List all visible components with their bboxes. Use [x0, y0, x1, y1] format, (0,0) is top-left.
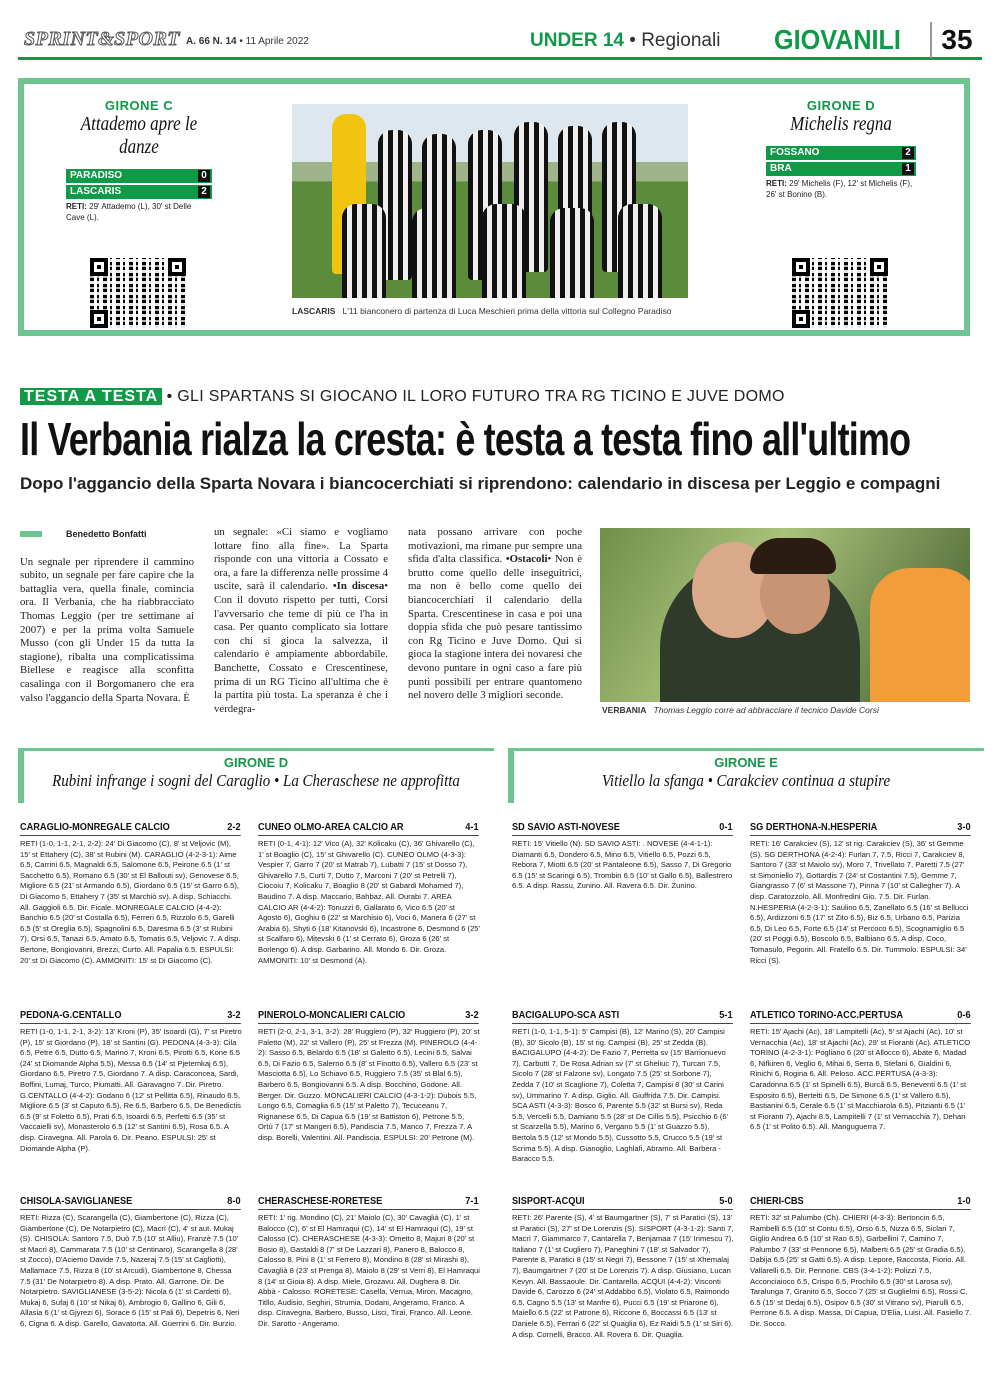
team-score: 0: [198, 170, 210, 182]
article-column-1: [20, 528, 194, 705]
match-report: [258, 1196, 480, 1386]
match-score: 5-1: [719, 1010, 733, 1021]
qr-code-left[interactable]: [90, 258, 186, 328]
match-text: RETI (2-0, 2-1, 3-1, 3-2): 28' Ruggiero (P), 32' Ruggiero (P), 20' st Paletto (M), 22' st Vallero (P), 25' st Frezza (M). PINEROLO (4-4-2): Sasso 6.5, Belardo 6.5 (18' st Galetto 6.5), Lecini 6.5, Salvai 6.5, Di Fazio 6.5, Salerno 6.5 (8' st Finotto 6.5), Vallero 6.5 (23' st Masciotta 6.5), Lo Schiavo 6.5, Ruggiero 7.5 (35' st Blal 6.5), Barbero 6.5, Bongiovanni 6.5. A disp. Bocchino, Godone. All. Berger. Dir. Guzzo. MONCALIERI CALCIO (4-3-1-2): Dubois 5.5, Longo 6.5, Comaglia 6.5 (15' st Paletto 7), Tecuceanu 7, Rignanese 6.5, Di Capua 6.5 (19' st Battiston 6), Petrone 5.5, Ortù 7 (17' st Mangeri 6.5), Pandiscia 7.5, Manco 7, Frezza 7. A disp. Borelli, Valentini. All. Pandiscia. ESPULSI: 20' Petrone (M).: [258, 1027, 480, 1142]
player-shirt: [870, 568, 970, 702]
match-report: [750, 822, 972, 998]
newspaper-logo: SPRINT&SPORT: [24, 28, 181, 50]
match-text: RETI: 26' Parente (S), 4' st Baumgartner (S), 7' st Paratici (S), 13' st Paratici (S), 27' st De Lorenzis (S). SISPORT (4-3-1-2): Santi 7, Macrì 7, Giammarco 7, Cantarella 7, Benjamaa 7 (15' Irimescu 7), Italiano 7 (1' st Cugliero 7), Paneghini 7 (18' st Salvador 7), Parente 8, Paratici 8 (15' st Negri 7), Bessone 7 (15' st Xhemalaj 7), Baumgartner 7 (20' st De Lorenzis 7). A disp. Giusiano, Lucan Kevyn. All. Bassaoule. Dir. Cantarella. ACQUI (4-4-2): Visconti Davide 6, Carozzo 6 (24' st Addabbo 6.5), Violato 6.5, Raimondo 6.5, Cagno 5.5 (13' st Manfre 6), Pucci 6.5 (19' st Priarone 6), Maiello 6.5 (22' st Patrone 6), Riccone 6, Boccassi 6.5 (13' st Daniele 6.5), Ferrari 6 (22' st Quaglia 6), Ez Raidi 5.5 (1' st Siri 6). A disp. Cornelli, Bracco. All. Rovera 6. Dir. Quaglia.: [512, 1213, 734, 1339]
player-figure: [550, 208, 594, 298]
match-text: RETI (1-0, 1-1, 2-1, 3-2): 13' Kroni (P), 35' Isoardi (G), 7' st Piretro (P), 15' st Giordano (P), 18' st Santini (G). PEDONA (4-3-3): Cila 6.5, Petre 6.5, Dutto 6.5, Marino 7, Kroni 6.5, Pirotti 6.5, Kone 6.5 (24' st Diomande Alpha 5.5), Messa 6.5 (14' st Pjetemkaj 6.5), Giordano 6.5, Piretro 7.5, Giordano 7. A disp. Caraconcea, Sardi, Boffini, Lumaj, Turco, Piumatti. All. Garavagno 7. Dir. Piretro. G.CENTALLO (4-4-2): Godano 6 (12' st Pellitta 6.5), Rinaudo 6.5, Migliore 6.5 (3' st Caputo 6.5), Re 6.5, Barbero 6.5, De Benedictis 6.5 (9' st Foletto 6.5), Prati 6.5, Isoardi 6.5, Perfetti 6.5 (35' st Vaccaielli sv), Monasterolo 6.5 (12' st Santini 6.5), Rosa 6.5. A disp. Ciravegna. All. Parola 6. Dir. Peano. ESPULSI: 25' st Diomande Alpha (P).: [20, 1027, 242, 1153]
article-photo: [600, 528, 970, 702]
match-title: CHIERI-CBS: [750, 1196, 804, 1207]
left-result: [66, 98, 212, 223]
article-byline: Benedetto Bonfatti: [20, 528, 194, 542]
match-text: RETI (0-1, 4-1): 12' Vico (A), 32' Kolicaku (C), 36' Ghivarello (C), 1' st Boaglio (C), 15' st Ghivarello (C). CUNEO OLMO (4-3-3): Vespier 7, Garro 7 (20' st Matrab 7), Lubatti 7 (15' st Dosso 7), Ghivarello 7.5, Curti 7, Dutto 7, Marconi 7 (20' st Petrelli 7), Ciocoiu 7, Kolicaku 7, Boaglio 8 (20' st Gabardi Mohamed 7), Baudino 7. A disp. Maccario, Bahbaz. All. Ourabi 7. AREA CALCIO AR (4-4-2): Tonuzzi 6, Gallarato 6, Vico 6.5 (20' st Agosto 6), Goghiu 6 (22' st Marchisio 6), Voci 6, Manera 6 (27' st Arabia 6), Shyti 6 (18' Kitanovski 6), Incastrone 6, Desmond 6 (25' st Scalfaro 6), Mitevski 6 (1' st Cerrato 6), Groza 6 (26' st Borlengo 6). A disp. Garbarino. All. Mondo 6. Dir. Groza. AMMONITI: 10' st Desmond (A).: [258, 839, 480, 965]
match-score: 8-0: [227, 1196, 241, 1207]
match-report: [512, 822, 734, 998]
team-photo: [292, 104, 688, 298]
match-title: PEDONA-G.CENTALLO: [20, 1010, 122, 1021]
column-text: • Non è brutto come quello delle inseguitrici, ma non è bello come quello dei biancocerchiati il calendario della Sparta. Crescentinese in casa e poi una doppia sfida che può pesare tantissimo con Rg Ticino e Juve Domo. Qui si gioca la stagione intera dei novaresi che devono puntare in ogni caso a fare più punti possibili per entrare quantomeno nel novero delle 3 migliori seconde.: [408, 553, 582, 702]
article-photo-caption: VERBANIA Thomas Leggio corre ad abbracciare il tecnico Davide Corsi: [602, 705, 879, 715]
article-tag: TESTA A TESTA: [20, 388, 162, 405]
match-title: SD SAVIO ASTI-NOVESE: [512, 822, 620, 833]
match-report: [750, 1010, 972, 1186]
right-team-row: [766, 162, 916, 176]
match-score: 1-0: [957, 1196, 971, 1207]
match-text: RETI: 32' st Palumbo (Ch). CHIERI (4-3-3): Bertoncin 6.5, Rambelli 6.5 (10' st Contu 6.5), Orso 6.5, Nizza 6.5, Siclari 7, Giglio Andrea 6.5 (10' st Rao 6.5), Garbellini 7, Camino 7, Palumbo 7 (33' st Pennone 6.5), Malberti 6.5 (25' st Gradia 6.5), Dabija 6.5 (25' st Gatti 6.5). A disp. Lepore, Raccosta, Fiorio. All. Vallarelli 6.5. Dir. Pennone. CBS (3-4-1-2): Polizzi 7.5, Acconciaioco 6.5, Crispo 6.5, Prochilo 6.5 (30' st Larosa sv), Taralunga 7, Granito 6.5, Socco 7 (25' st Guglielmi 6.5), Rossi C. 6.5 (15' st Dedaj 6.5), Osipov 6.5 (30' st Vitrano sv), Piarulli 6.5, Perrone 6.5. A disp. Massa, Di Capua, D'Elia, Luisi. All. Fasiello 7. Dir. Socco.: [750, 1213, 972, 1328]
match-score: 3-2: [227, 1010, 241, 1021]
match-report: [258, 1010, 480, 1186]
column-text: Un segnale per riprendere il cammino subito, un segnale per fare capire che la battaglia vera, quella finale, comincia ora. Il Verbania, che ha riabbracciato Thomas Leggio (per tre settimane ai 2007) e per la prima volta Samuele Musso (con gli Under 15 da tutta la stagione), ribalta una complicatissima Biellese e reagisce alla sconfitta casalinga con il Borgomanero che era valso l'aggancio della Sparta Novara. È: [20, 555, 194, 704]
group-girone: GIRONE E: [714, 755, 778, 770]
match-text: RETI (1-0, 1-1, 5-1): 5' Campisi (B), 12' Marino (S), 20' Campisi (B), 30' Sicolo (B), 15' st rig. Campisi (B), 25' st Zedda (B). BACIGALUPO (4-4-2): De Fazio 7, Perretta sv (15' Barrionuevo 7), Carbutti 7, De Rosa Adrian sv (7' st Gheliuc 7), Turcan 7.5, Sicolo 7 (28' st Falzone sv), Longato 7.5 (25' st Sorbone 7), Zedda 7 (10' st Scaglione 7), Coletta 7, Campisi 8 (30' st Carini sv), Ummarino 7. A disp. Giglio. All. Giuffrida 7.5. Dir. Campisi. SCA ASTI (4-3-3): Bosco 6, Parente 5.5 (32' st Bursi sv), Reda 5.5, Vercelli 5.5, Damiano 5.5 (28' st De Cillis 5.5), Psicchio 6 (6' st Scarzella 5.5), Marino 6, Vergano 5.5 (1' st Guazzo 5.5), Bertola 5.5 (12' st Mondo 5.5), Cussotto 5.5, Crucco 5.5 (19' st Scrima 5.5). A disp. Gianoglio, Laghlafi, Abramo. All. Barbera - Baracco 5.5.: [512, 1027, 729, 1164]
match-title: CARAGLIO-MONREGALE CALCIO: [20, 822, 170, 833]
article-kicker: [20, 388, 785, 406]
match-score: 3-0: [957, 822, 971, 833]
left-girone: GIRONE C: [104, 98, 174, 113]
match-report: [258, 822, 480, 998]
team-score: 2: [198, 186, 210, 198]
subhead-in-discesa: •In discesa: [332, 580, 385, 593]
match-text: RETI: Rizza (C), Scarangella (C), Giambertone (C), Rizza (C), Giambertone (C), De Notarpietro (C), Macrì (C), 4' st aut. Mukaj (S). CHISOLA: Santoro 7.5, Duò 7.5 (10' st Alliu), Franzè 7.5 (10' st Macrì 8), Cammarata 7.5 (10' st Centinaro), Scarangella 8 (28' st Zocco), D'Aciemo Davide 7.5, Nazeraj 7.5 (15' st Cagliotti), Mallamace 7.5, Rizza 8 (10' st Arcudi), Giambertone 8, Chessa 7.5 (31' De Notarpietro 8). A disp. Prato. All. Garrone. Dir. De Notarpietro. SAVIGLIANESE (3-5-2): Nicola 6 (1' st Cardetti 6), Mukaj 6, Sufaj 6 (10' st Nikaj 6), Ambrogio 6, Gallino 6, Gili 6, Allasia 6 (1' st Gjyrezi 6), Sorace 6 (15' st Pali 6), Depetris 6, Neri 6, Cigna 6. A disp. Garello, Gavatorta. All. Guerrini 6. Dir. Burzio.: [20, 1213, 240, 1328]
column-text: nata possano arrivare con poche motivazioni, ma rimane pur sempre una sfida d'alta classifica.: [408, 526, 582, 566]
right-title: Michelis regna: [790, 113, 892, 135]
group-title: Vitiello la sfanga • Carakciev continua a stupire: [601, 771, 891, 790]
player-figure: [342, 204, 386, 298]
left-team-row: [66, 185, 212, 199]
team-name: LASCARIS: [70, 186, 122, 197]
match-score: 7-1: [465, 1196, 479, 1207]
player-figure: [618, 204, 662, 298]
left-title: Attademo apre le danze: [80, 113, 198, 158]
right-team-row: [766, 146, 916, 160]
match-score: 0-6: [957, 1010, 971, 1021]
match-title: ATLETICO TORINO-ACC.PERTUSA: [750, 1010, 903, 1021]
match-score: 2-2: [227, 822, 241, 833]
match-score: 4-1: [465, 822, 479, 833]
page-header: [18, 22, 982, 60]
photo-caption: LASCARIS L'11 bianconero di partenza di Luca Meschieri prima della vittoria sul Collegno Paradiso: [292, 306, 672, 316]
match-report: [20, 1010, 242, 1186]
match-text: RETI (1-0, 1-1, 2-1, 2-2): 24' Di Giacomo (C), 8' st Veljovic (M), 15' st Ettahery (C), 38' st Rubini (M). CARAGLIO (4-2-3-1): Aime 6.5, Carrini 6.5, Magnaldi 6.5, Salomone 6.5, Peirone 6.5 (1' st Sacchetto 6.5), Romano 6.5 (30' st El Ballouti sv), Genovese 6.5, Migliore 6.5 (21' st Armando 6.5), Giordano 6.5 (15' st Garro 6.5), Di Giacomo 5, Ettahery 7 (35' st Marchiò sv). A disp. Schiacchi. All. Gaggioli 6.5. Dir. Ficale. MONREGALE CALCIO (4-4-2): Banchio 6.5 (20' st Costalla 6.5), Ferreri 6.5, Rizzolo 6.5, Garelli 6.5 (5' st Oreglia 6.5), Spagnolini 6.5, Daresma 6.5 (3' st Rubini 7), Orsi 6.5, Tanazi 6.5, Amato 6.5, Tomatis 6.5, Veljovic 7. A disp. Bertone, Bongiovanni, Brezzi, Curto. All. Papalia 6.5. ESPULSI: 20' st Di Giacomo (C). AMMONITI: 15' st Di Giacomo (C).: [20, 839, 241, 965]
issue-date: • 11 Aprile 2022: [239, 36, 309, 47]
qr-code-right[interactable]: [792, 258, 888, 328]
match-text: RETI: 15' Vitiello (N). SD SAVIO ASTI: . NOVESE (4-4-1-1): Diamanti 6.5, Dondero 6.5, Mino 6.5, Vitiello 6.5, Pozzi 6.5, Rebora 7, Miotti 6.5 (20' st Pantaleone 6.5), Sasso 7, Di Gregorio 6.5 (15' st Scaringi 6.5), Trombin 6.5 (10' st Gallo 6.5), Ballestrero 6.5. A disp. Rassu, Zunino. All. Ravera 6.5. Dir. Zunino.: [512, 839, 733, 891]
player-figure: [412, 208, 456, 298]
subsection-name: • Regionali: [629, 30, 721, 51]
left-team-row: [66, 169, 212, 183]
issue-info: [186, 36, 309, 47]
match-title: CHISOLA-SAVIGLIANESE: [20, 1196, 133, 1207]
page-number: 35: [930, 22, 982, 58]
column-text: un segnale: «Ci siamo e vogliamo lottare fino alla fine». La Sparta risponde con una vittoria a Cossato e ora, a fare la differenza nelle prossime 4 uscite, sarà il calendario.: [214, 526, 388, 593]
match-title: CUNEO OLMO-AREA CALCIO AR: [258, 822, 404, 833]
subhead-ostacoli: •Ostacoli: [505, 553, 548, 566]
team-score: 2: [902, 147, 914, 159]
player-figure: [482, 204, 526, 298]
match-score: 5-0: [719, 1196, 733, 1207]
article-deck: Dopo l'aggancio della Sparta Novara i biancocerchiati si riprendono: calendario in discesa per Leggio e compagni: [20, 474, 941, 493]
left-scorers: RETI: 29' Attademo (L), 30' st Delle Cave (L).: [66, 202, 192, 222]
issue-number: A. 66 N. 14: [186, 36, 237, 47]
right-girone: GIRONE D: [806, 98, 876, 113]
group-header-girone-e: [508, 748, 984, 802]
match-report: [20, 822, 242, 998]
match-text: RETI: 16' Carakciev (S), 12' st rig. Carakciev (S), 36' st Gemme (S). SG DERTHONA (4-2-4): Furlan 7, 7.5, Ricci 7, Carakciev 8, Santoro 7 (33' st Maiolo sv), Moro 7, Trivellato 7, Paretti 7.5 (27' st Simoniello 7), Gottardis 7 (24' st Costantini 7.5), Gemme 7, Giangrasso 7 (6' st Massone 7), Pinna 7 (10' st Callegher 7). A disp. Caratozzolo. All. Monfredini Gio. 7.5. Dir. Furlan. N.HESPERIA (4-2-3-1): Saulino 6.5, Zanellato 6.5 (16' st Bellucci 6.5), Ardizzoni 6.5 (17' st Zito 6.5), Biz 6.5, Urbano 6.5, Parizia 6.5, Di Leo 6.5, Forte 6.5 (14' st Percoco 6.5), Scognamiglio 6.5 (20' st Poggi 6.5), Boscolo 6.5, Balbiano 6.5. A disp. Coco, Tomasulo, Pegorin. All. Fratello 6.5. Dir. Tummolo. ESPULSI: 34' Ricci (S).: [750, 839, 969, 965]
match-title: PINEROLO-MONCALIERI CALCIO: [258, 1010, 406, 1021]
team-name: PARADISO: [70, 170, 123, 181]
article-headline: Il Verbania rialza la cresta: è testa a testa fino all'ultimo: [20, 413, 911, 465]
section-title: [530, 30, 720, 52]
match-report: [512, 1010, 734, 1186]
team-name: BRA: [770, 163, 792, 174]
caption-label: VERBANIA: [602, 705, 647, 715]
player-hair: [750, 538, 836, 574]
match-title: BACIGALUPO-SCA ASTI: [512, 1010, 620, 1021]
group-girone: GIRONE D: [223, 755, 289, 770]
team-score: 1: [902, 163, 914, 175]
match-title: CHERASCHESE-RORETESE: [258, 1196, 383, 1207]
caption-label: LASCARIS: [292, 306, 336, 316]
match-report: [512, 1196, 734, 1386]
team-name: FOSSANO: [770, 147, 820, 158]
kicker-text: • GLI SPARTANS SI GIOCANO IL LORO FUTURO TRA RG TICINO E JUVE DOMO: [166, 388, 785, 405]
article-column-3: [408, 526, 582, 703]
match-report: [20, 1196, 242, 1386]
group-title: Rubini infrange i sogni del Caraglio • La Cheraschese ne approfitta: [52, 771, 460, 790]
match-text: RETI: 1' rig. Mondino (C), 21' Maiolo (C), 30' Cavaglià (C), 1' st Balocco (C), 6' st El Hamraqui (C), 14' st El Hamraqui (C), 19' st Calosso (C). CHERASCHESE (4-3-3): Ometto 8, Majuri 8 (20' st Bosio 8), Gastaldi 8 (7' st De Lazzari 8), Panero 8, Balocco 8, Calosso 8, Pini 8 (1' st Ferrero 8), Mondino 8 (28' st Mirashi 8), Cavaglià 8 (23' st Prenga 8), Maiolo 8 (29' st Verri 8), El Hamraqui 8 (14' st Gioia 8). A disp. Miele, Grozavu. All. Dughera 8. Dir. Abbà - Calosso. RORETESE: Casella, Verrua, Miron, Macagno, Titllo, Audisio, Seghiri, Strumia, Dodani, Angeramo, Franco. A disp. Ciravegna, Barbero, Busso, Lisci, Tirai, Franco. All. Leone. Dir. Sarotto - Angeramo.: [258, 1213, 480, 1328]
category-title: GIOVANILI: [774, 24, 901, 55]
section-name: UNDER 14: [530, 30, 624, 51]
column-text: • Con il dovuto rispetto per tutti, Corsi l'avversario che teme di più ce l'ha in casa. Per quanto complicato sia lottare con chi si gioca la salvezza, il calendario è ampiamente abbordabile. Banchette, Cossato e Crescentinese, prima di un RG Ticino all'ultima che è la partita più tosta. La speranza è che i verdegra-: [214, 580, 388, 715]
group-header-girone-d: [18, 748, 494, 802]
match-score: 0-1: [719, 822, 733, 833]
match-score: 3-2: [465, 1010, 479, 1021]
right-scorers: RETI: 29' Michelis (F), 12' st Michelis (F), 26' st Bonino (B).: [766, 179, 913, 199]
right-result: [766, 98, 916, 200]
match-report: [750, 1196, 972, 1386]
match-title: SG DERTHONA-N.HESPERIA: [750, 822, 878, 833]
match-text: RETI: 15' Ajachi (Ac), 18' Lampitelli (Ac), 5' st Ajachi (Ac), 10' st Vernacchia (Ac), 18' st Ajachi (Ac), 29' st Fioranti (Ac). ATLETICO TORINO (4-2-3-1): Pogliano 6 (20' st Allocco 6), Abate 6, Madad 6, Nifkiren 6, Veglio 6, Mihai 6, Serra 6, Stefani 6, Gialdini 6, Rinichi 6, Rogina 6. All. Peloso. ACC.PERTUSA (4-3-3): Caradonna 6.5 (1' st Spinelli 6.5), Burcă 6.5, Beneventi 6.5 (1' st Esposito 6.5), Bertetti 6.5, De Simone 6.5 (1' st Vallero 6.5), Bastianini 6.5, Cerale 6.5 (1' st Macchiarola 6.5), Pitzianti 6.5 (1' st Fioranti 7), Ajachi 8.5, Lampitelli 7 (1' st Vernacchia 7), Dehari 6.5 (1' st Polito 6.5). All. Manguguerra 7.: [750, 1027, 971, 1132]
article-column-2: [214, 526, 388, 716]
match-title: SISPORT-ACQUI: [512, 1196, 585, 1207]
